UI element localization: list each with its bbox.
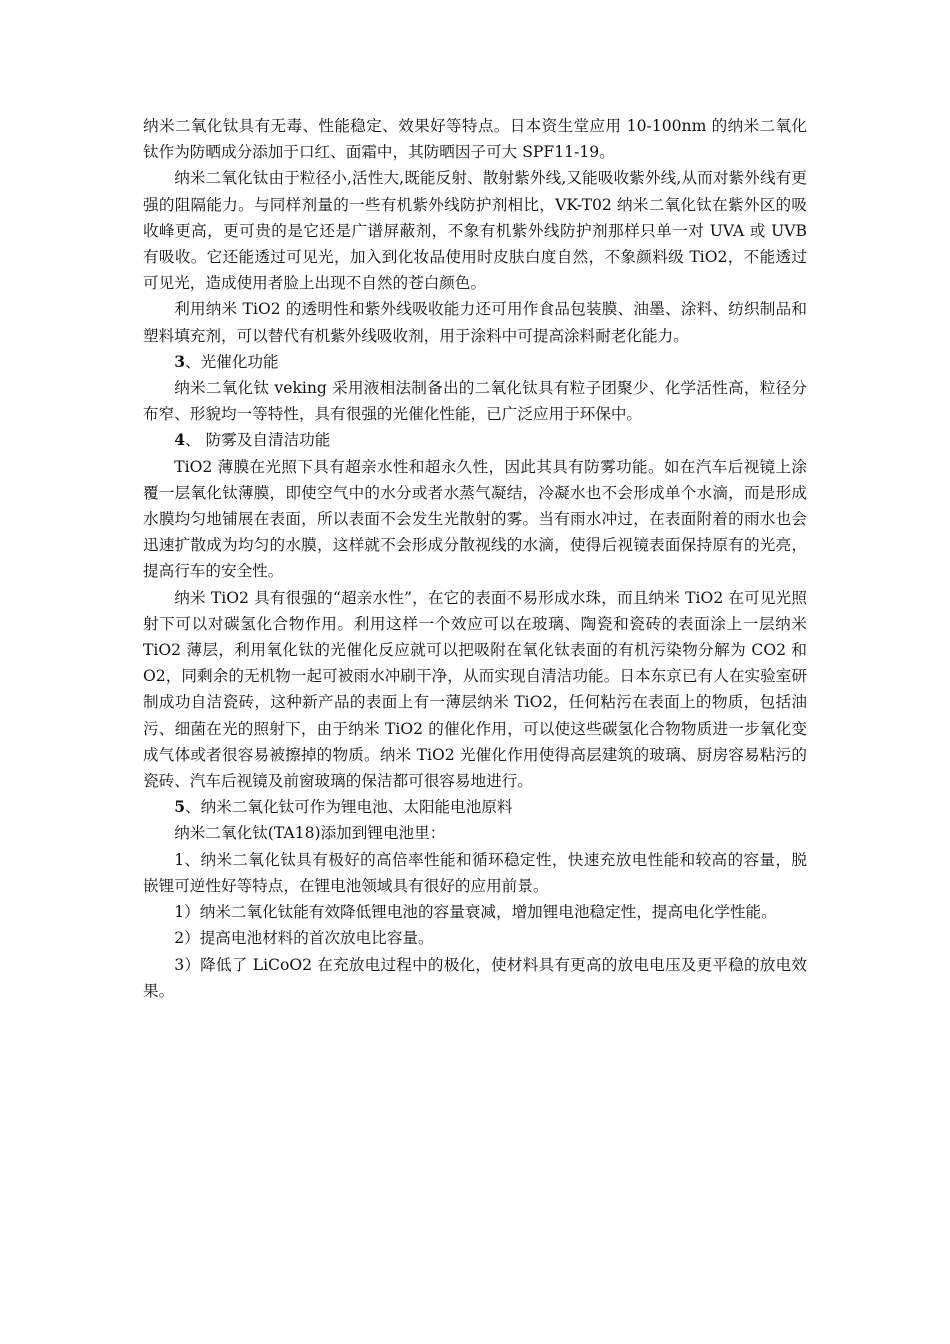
paragraph-antifog: TiO2 薄膜在光照下具有超亲水性和超永久性，因此其具有防雾功能。如在汽车后视镜上涂覆一层氧化钛薄膜，即使空气中的水分或者水蒸气凝结，冷凝水也不会形成单个水滴，而是形成水膜均匀地铺展在表面，所以表面不会发生光散射的雾。当有雨水冲过，在表面附着的雨水也会迅速扩散成为均匀的水膜，这样就不会形成分散视线的水滴，使得后视镜表面保持原有的光亮，提高行车的安全性。 — [143, 457, 807, 581]
paragraph-battery-point-1: 1、纳米二氧化钛具有极好的高倍率性能和循环稳定性，快速充放电性能和较高的容量，脱嵌锂可逆性好等特点，在锂电池领域具有很好的应用前景。 — [143, 850, 807, 895]
paragraph-battery-sub-3: 3）降低了 LiCoO2 在充放电过程中的极化，使材料具有更高的放电电压及更平稳的放电效果。 — [143, 955, 807, 1000]
paragraph-battery-intro: 纳米二氧化钛(TA18)添加到锂电池里： — [174, 824, 446, 843]
section-number: 5 — [174, 797, 186, 817]
paragraph-uv-shielding: 纳米二氧化钛由于粒径小,活性大,既能反射、散射紫外线,又能吸收紫外线,从而对紫外线有更强的阻隔能力。与同样剂量的一些有机紫外线防护剂相比，VK-T02 纳米二氧化钛在紫外区的吸收峰更高，更可贵的是它还是广谱屏蔽剂，不象有机紫外线防护剂那样只单一对 UVA 或 UVB 有吸收。它还能透过可见光，加入到化妆品使用时皮肤白度自然，不象颜料级 TiO2，不能透过可见光，造成使用者脸上出现不自然的苍白颜色。 — [143, 169, 807, 293]
section-heading-antifog — [143, 427, 807, 453]
paragraph-sunscreen-intro: 纳米二氧化钛具有无毒、性能稳定、效果好等特点。日本资生堂应用 10-100nm 的纳米二氧化钛作为防晒成分添加于口红、面霜中，其防晒因子可大 SPF11-19。 — [143, 117, 807, 162]
paragraph-transparency-uses: 利用纳米 TiO2 的透明性和紫外线吸收能力还可用作食品包装膜、油墨、涂料、纺织制品和塑料填充剂，可以替代有机紫外线吸收剂，用于涂料中可提高涂料耐老化能力。 — [143, 300, 807, 345]
section-number: 4 — [174, 430, 186, 450]
section-title: 、光催化功能 — [185, 352, 279, 371]
section-title: 、纳米二氧化钛可作为锂电池、太阳能电池原料 — [185, 798, 513, 817]
section-number: 3 — [174, 351, 186, 371]
paragraph-photocatalysis: 纳米二氧化钛 veking 采用液相法制备出的二氧化钛具有粒子团聚少、化学活性高，粒径分布窄、形貌均一等特性，具有很强的光催化性能，已广泛应用于环保中。 — [143, 379, 807, 424]
paragraph-battery-sub-2: 2）提高电池材料的首次放电比容量。 — [174, 929, 434, 948]
section-heading-battery — [143, 794, 807, 820]
paragraph-battery-sub-1: 1）纳米二氧化钛能有效降低锂电池的容量衰减，增加锂电池稳定性，提高电化学性能。 — [174, 903, 777, 922]
paragraph-self-cleaning: 纳米 TiO2 具有很强的“超亲水性”，在它的表面不易形成水珠，而且纳米 TiO2 在可见光照射下可以对碳氢化合物作用。利用这样一个效应可以在玻璃、陶瓷和瓷砖的表面涂上一层纳米 TiO2 薄层，利用氧化钛的光催化反应就可以把吸附在氧化钛表面的有机污染物分解为 CO2 和 O2，同剩余的无机物一起可被雨水冲刷干净，从而实现自清洁功能。日本东京已有人在实验室研制成功自洁瓷砖，这种新产品的表面上有一薄层纳米 TiO2，任何粘污在表面上的物质，包括油污、细菌在光的照射下，由于纳米 TiO2 的催化作用，可以使这些碳氢化合物物质进一步氧化变成气体或者很容易被擦掉的物质。纳米 TiO2 光催化作用使得高层建筑的玻璃、厨房容易粘污的瓷砖、汽车后视镜及前窗玻璃的保洁都可很容易地进行。 — [143, 588, 807, 791]
section-heading-photocatalysis — [143, 349, 807, 375]
document-page — [143, 113, 807, 1004]
section-title: 、 防雾及自清洁功能 — [185, 431, 331, 450]
